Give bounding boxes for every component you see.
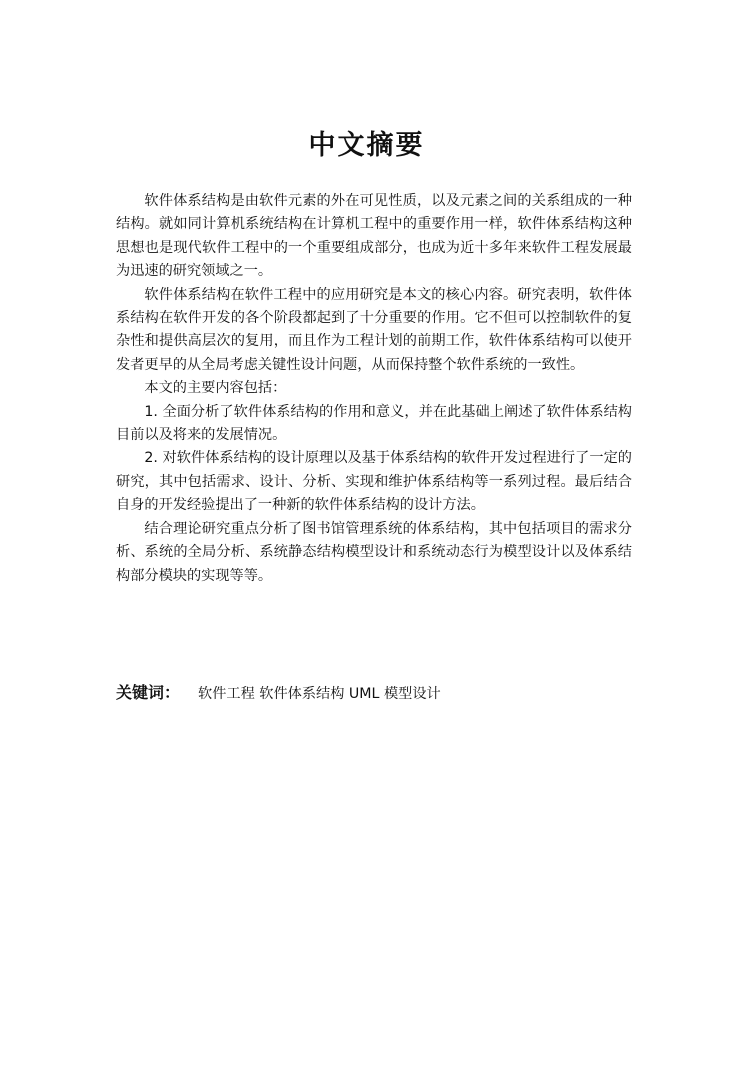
paragraph-3: 本文的主要内容包括：	[144, 380, 287, 397]
keywords-value: 软件工程 软件体系结构 UML 模型设计	[198, 686, 441, 702]
keywords-line	[116, 681, 632, 706]
paragraph-1: 软件体系结构是由软件元素的外在可见性质，以及元素之间的关系组成的一种结构。就如同计算机系统结构在计算机工程中的重要作用一样，软件体系结构这种思想也是现代软件工程中的一个重要组成部分，也成为近十多年来软件工程发展最为迅速的研究领域之一。	[116, 193, 632, 280]
paragraph-4: 1. 全面分析了软件体系结构的作用和意义，并在此基础上阐述了软件体系结构目前以及将来的发展情况。	[116, 403, 632, 444]
paragraph-5: 2. 对软件体系结构的设计原理以及基于体系结构的软件开发过程进行了一定的研究，其中包括需求、设计、分析、实现和维护体系结构等一系列过程。最后结合自身的开发经验提出了一种新的软件体系结构的设计方法。	[116, 450, 632, 514]
abstract-body	[116, 190, 632, 588]
paragraph-2: 软件体系结构在软件工程中的应用研究是本文的核心内容。研究表明，软件体系结构在软件开发的各个阶段都起到了十分重要的作用。它不但可以控制软件的复杂性和提供高层次的复用，而且作为工程计划的前期工作，软件体系结构可以使开发者更早的从全局考虑关键性设计问题，从而保持整个软件系统的一致性。	[116, 286, 632, 373]
page-title: 中文摘要	[308, 130, 425, 161]
keywords-label: 关键词：	[116, 683, 181, 702]
paragraph-6: 结合理论研究重点分析了图书馆管理系统的体系结构，其中包括项目的需求分析、系统的全局分析、系统静态结构模型设计和系统动态行为模型设计以及体系结构部分模块的实现等等。	[116, 520, 632, 584]
